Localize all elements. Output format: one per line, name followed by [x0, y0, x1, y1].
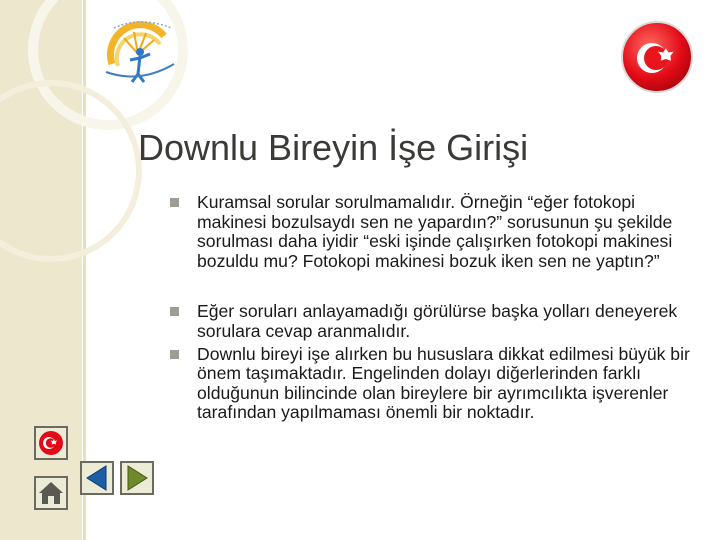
turkish-flag-icon — [620, 20, 694, 94]
bullet-item — [170, 193, 690, 271]
square-bullet-icon — [170, 198, 179, 207]
bullet-item — [170, 345, 690, 423]
turkish-flag-button-icon — [36, 428, 66, 458]
next-arrow-icon — [122, 463, 152, 493]
turkish-flag-button[interactable] — [34, 426, 68, 460]
square-bullet-icon — [170, 307, 179, 316]
bullet-list — [170, 193, 690, 423]
bullet-item — [170, 302, 690, 341]
home-icon — [36, 478, 66, 508]
bullet-text: Eğer soruları anlayamadığı görülürse başka yolları deneyerek sorulara cevap aranmalıdır. — [197, 301, 678, 341]
next-slide-button[interactable] — [120, 461, 154, 495]
square-bullet-icon — [170, 350, 179, 359]
previous-arrow-icon — [82, 463, 112, 493]
bullet-text: Downlu bireyi işe alırken bu hususlara dikkat edilmesi büyük bir önem taşımaktadır. Engelinden dolayı diğerlerinden farklı olduğunun bilincinde olan bireylere bir ayrımcılıkta işverenler tarafından yapılmaması önemli bir noktadır. — [197, 343, 690, 423]
bullet-text: Kuramsal sorular sorulmamalıdır. Örneğin “eğer fotokopi makinesi bozulsaydı sen ne yapardın?” sorusunun şu şekilde sorulması daha iyidir “eski işinde çalışırken fotokopi makinesi bozuldu mu? Fotokopi makinesi bozuk iken sen ne yaptın?” — [197, 192, 673, 271]
home-button[interactable] — [34, 476, 68, 510]
slide-title: Downlu Bireyin İşe Girişi — [138, 127, 529, 168]
previous-slide-button[interactable] — [80, 461, 114, 495]
organization-logo-icon — [94, 14, 186, 86]
